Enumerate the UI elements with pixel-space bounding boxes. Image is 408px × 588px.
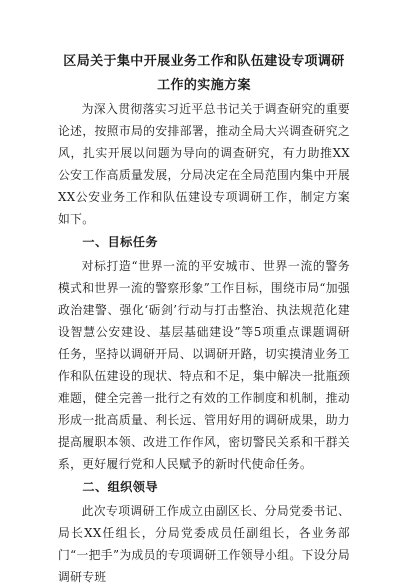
document-title: 区局关于集中开展业务工作和队伍建设专项调研工作的实施方案 xyxy=(63,54,345,93)
section-heading-goals: 一、目标任务 xyxy=(82,235,158,249)
intro-paragraph: 为深入贯彻落实习近平总书记关于调查研究的重要论述，按照市局的安排部署，推动全局大兴调查研究之风，扎实开展以问题为导向的调查研究，有力助推XX公安工作高质量发展，分局决定在全局范围内集中开展XX公安业务工作和队伍建设专项调研工作，制定方案如下。 xyxy=(58,102,350,226)
section-body-organization: 此次专项调研工作成立由副区长、分局党委书记、局长XX任组长，分局党委成员任副组长，各业务部门“一把手”为成员的专项调研工作领导小组。下设分局调研专班 xyxy=(58,504,350,584)
section-heading-organization: 二、组织领导 xyxy=(82,480,158,494)
section-body-goals: 对标打造“世界一流的平安城市、世界一流的警务模式和世界一流的警察形象”工作目标，围绕市局“加强政治建警、强化‘砺剑’行动与打击整治、执法规范化建设智慧公安建设、基层基础建设”等5项重点课题调研任务，坚持以调研开局、以调研开路，切实摸清业务工作和队伍建设的现状、特点和不足，集中解决一批瓶颈难题，健全完善一批行之有效的工作制度和机制，推动形成一批高质量、利长远、管用好用的调研成果，助力提高履职本领、改进工作作风，密切警民关系和干群关系，更好履行党和人民赋予的新时代使命任务。 xyxy=(58,259,350,471)
